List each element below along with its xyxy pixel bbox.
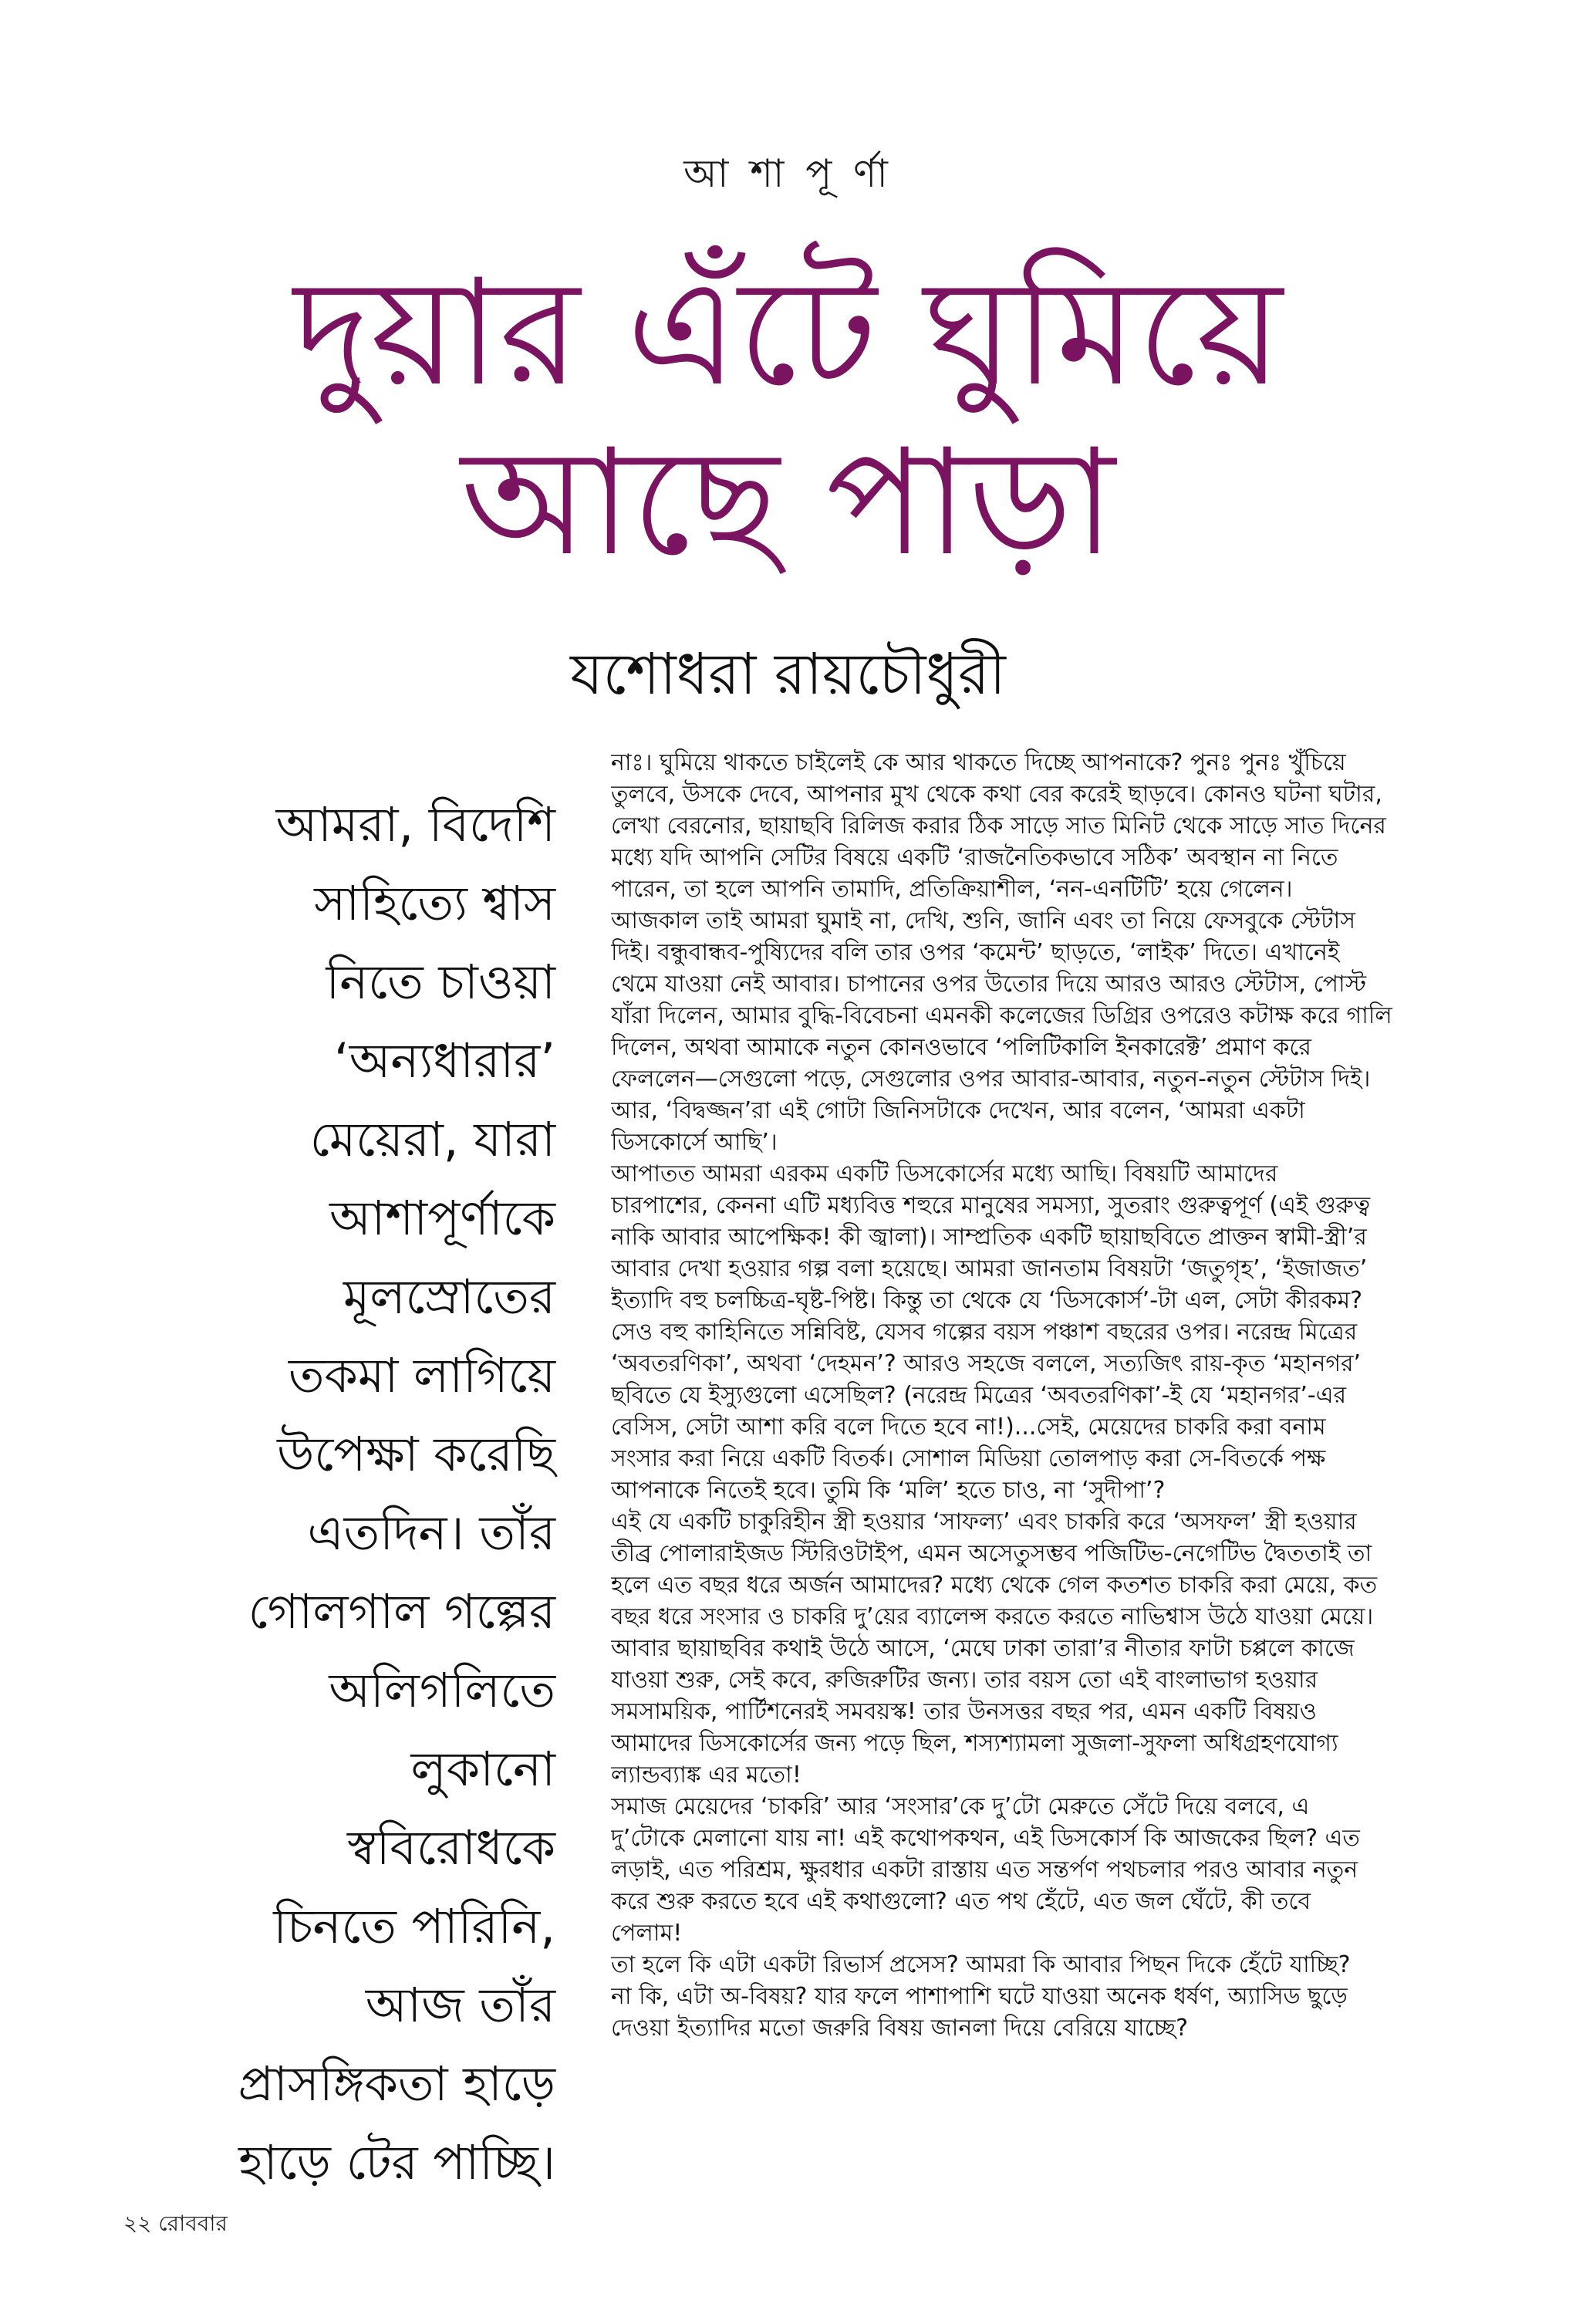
body-line: দিলেন, অথবা আমাকে নতুন কোনওভাবে ‘পলিটিকালি ইনকারেক্ট’ প্রমাণ করে bbox=[611, 1034, 1311, 1061]
body-line: যাওয়া শুরু, সেই কবে, রুজিরুটির জন্য। তার বয়স তো এই বাংলাভাগ হওয়ার bbox=[611, 1667, 1318, 1694]
body-line: তা হলে কি এটা একটা রিভার্স প্রসেস? আমরা কি আবার পিছন দিকে হেঁটে যাচ্ছি? bbox=[611, 1951, 1351, 1978]
body-line: সমাজ মেয়েদের ‘চাকরি’ আর ‘সংসার’কে দু’টো মেরুতে সেঁটে দিয়ে বলবে, এ bbox=[611, 1793, 1310, 1820]
body-line: আবার দেখা হওয়ার গল্প বলা হয়েছে। আমরা জানতাম বিষয়টা ‘জতুগৃহ’, ‘ইজাজত’ bbox=[611, 1255, 1368, 1282]
body-line: এই যে একটি চাকুরিহীন স্ত্রী হওয়ার ‘সাফল্য’ এবং চাকরি করে ‘অসফল’ স্ত্রী হওয়ার bbox=[611, 1508, 1357, 1535]
pullquote-line: আশাপূর্ণাকে bbox=[329, 1190, 555, 1246]
title-line: আছে পাড়া bbox=[461, 417, 1115, 588]
body-line: চারপাশের, কেননা এটি মধ্যবিত্ত শহুরে মানুষের সমস্যা, সুতরাং গুরুত্বপূর্ণ (এই গুরুত্ব bbox=[611, 1192, 1371, 1219]
body-line: দু’টোকে মেলানো যায় না! এই কথোপকথন, এই ডিসকোর্স কি আজকের ছিল? এত bbox=[611, 1825, 1360, 1852]
body-line: ‘অবতরণিকা’, অথবা ‘দেহমন’? আরও সহজে বললে, সত্যজিৎ রায়-কৃত ‘মহানগর’ bbox=[611, 1350, 1362, 1377]
body-line: ফেললেন—সেগুলো পড়ে, সেগুলোর ওপর আবার-আবার, নতুন-নতুন স্টেটাস দিই। bbox=[611, 1066, 1371, 1093]
body-line: আপাতত আমরা এরকম একটি ডিসকোর্সের মধ্যে আছি। বিষয়টি আমাদের bbox=[611, 1160, 1278, 1187]
body-line: ল্যান্ডব্যাঙ্ক এর মতো! bbox=[611, 1762, 801, 1789]
body-line: আপনাকে নিতেই হবে। তুমি কি ‘মলি’ হতে চাও, না ‘সুদীপা’? bbox=[611, 1477, 1166, 1504]
body-line: আজকাল তাই আমরা ঘুমাই না, দেখি, শুনি, জানি এবং তা নিয়ে ফেসবুকে স্টেটাস bbox=[611, 907, 1356, 934]
body-line: আবার ছায়াছবির কথাই উঠে আসে, ‘মেঘে ঢাকা তারা’র নীতার ফাটা চপ্পলে কাজে bbox=[611, 1635, 1355, 1662]
section-kicker: আ শা পূ র্ণা bbox=[683, 151, 893, 196]
article-body bbox=[611, 747, 1444, 2044]
pullquote-line: আজ তাঁর bbox=[365, 1977, 555, 2033]
body-line: বছর ধরে সংসার ও চাকরি দু’য়ের ব্যালেন্স করতে করতে নাভিশ্বাস উঠে যাওয়া মেয়ে। bbox=[611, 1603, 1374, 1630]
pullquote-line: প্রাসঙ্গিকতা হাড়ে bbox=[238, 2055, 555, 2112]
body-line: বেসিস, সেটা আশা করি বলে দিতে হবে না!)...সেই, মেয়েদের চাকরি করা বনাম bbox=[611, 1414, 1326, 1441]
title-line: দুয়ার এঁটে ঘুমিয়ে bbox=[293, 248, 1283, 418]
pullquote-line: এতদিন। তাঁর bbox=[307, 1505, 555, 1561]
body-line: ইত্যাদি বহু চলচ্চিত্র-ঘৃষ্ট-পিষ্ট। কিন্তু তা থেকে যে ‘ডিসকোর্স’-টা এল, সেটা কীরকম? bbox=[611, 1287, 1363, 1314]
pullquote-line: আমরা, বিদেশি bbox=[275, 796, 555, 853]
body-line: নাকি আবার আপেক্ষিক! কী জ্বালা)। সাম্প্রতিক একটি ছায়াছবিতে প্রাক্তন স্বামী-স্ত্রী’র bbox=[611, 1224, 1367, 1251]
author-byline: যশোধরা রায়চৌধুরী bbox=[570, 641, 1006, 708]
body-line: আমাদের ডিসকোর্সের জন্য পড়ে ছিল, শস্যশ্যামলা সুজলা-সুফলা অধিগ্রহণযোগ্য bbox=[611, 1730, 1338, 1757]
body-line: মধ্যে যদি আপনি সেটির বিষয়ে একটি ‘রাজনৈতিকভাবে সঠিক’ অবস্থান না নিতে bbox=[611, 844, 1338, 871]
pullquote-line: গোলগাল গল্পের bbox=[248, 1583, 555, 1640]
body-line: তীব্র পোলারাইজড স্টিরিওটাইপ, এমন অসেতুসম্ভব পজিটিভ-নেগেটিভ দ্বৈততাই তা bbox=[611, 1540, 1372, 1567]
body-line: সেও বহু কাহিনিতে সন্নিবিষ্ট, যেসব গল্পের বয়স পঞ্চাশ বছরের ওপর। নরেন্দ্র মিত্রের bbox=[611, 1319, 1358, 1346]
body-line: তুলবে, উসকে দেবে, আপনার মুখ থেকে কথা বের করেই ছাড়বে। কোনও ঘটনা ঘটার, bbox=[611, 781, 1382, 808]
pullquote-line: উপেক্ষা করেছি bbox=[277, 1426, 555, 1482]
body-line: আর, ‘বিদ্বজ্জন’রা এই গোটা জিনিসটাকে দেখেন, আর বলেন, ‘আমরা একটা bbox=[611, 1097, 1305, 1124]
body-line: সংসার করা নিয়ে একটি বিতর্ক। সোশাল মিডিয়া তোলপাড় করা সে-বিতর্কে পক্ষ bbox=[611, 1445, 1326, 1472]
pullquote-line: চিনতে পারিনি, bbox=[273, 1898, 555, 1954]
pullquote-line: নিতে চাওয়া bbox=[326, 954, 555, 1010]
body-line: থেমে যাওয়া নেই আবার। চাপানের ওপর উতোর দিয়ে আরও আরও স্টেটাস, পোস্ট bbox=[611, 971, 1366, 998]
pullquote-line: লুকানো bbox=[410, 1741, 555, 1797]
body-line: দেওয়া ইত্যাদির মতো জরুরি বিষয় জানলা দিয়ে বেরিয়ে যাচ্ছে? bbox=[611, 2015, 1188, 2042]
body-line: দিই। বন্ধুবান্ধব-পুষ্যিদের বলি তার ওপর ‘কমেন্ট’ ছাড়তে, ‘লাইক’ দিতে। এখানেই bbox=[611, 939, 1340, 966]
body-line: না কি, এটা অ-বিষয়? যার ফলে পাশাপাশি ঘটে যাওয়া অনেক ধর্ষণ, অ্যাসিড ছুড়ে bbox=[611, 1983, 1348, 2010]
body-line: নাঃ। ঘুমিয়ে থাকতে চাইলেই কে আর থাকতে দিচ্ছে আপনাকে? পুনঃ পুনঃ খুঁচিয়ে bbox=[611, 749, 1346, 776]
pullquote-line: মেয়েরা, যারা bbox=[309, 1111, 555, 1167]
article-title bbox=[0, 248, 1576, 588]
pullquote-line: মূলস্রোতের bbox=[343, 1268, 555, 1325]
body-line: ডিসকোর্সে আছি’। bbox=[611, 1129, 778, 1156]
body-line: পারেন, তা হলে আপনি তামাদি, প্রতিক্রিয়াশীল, ‘নন-এনটিটি’ হয়ে গেলেন। bbox=[611, 876, 1293, 903]
body-line: লেখা বেরনোর, ছায়াছবি রিলিজ করার ঠিক সাড়ে সাত মিনিট থেকে সাড়ে সাত দিনের bbox=[611, 812, 1386, 839]
body-line: হলে এত বছর ধরে অর্জন আমাদের? মধ্যে থেকে গেল কতশত চাকরি করা মেয়ে, কত bbox=[611, 1572, 1378, 1599]
pullquote-line: হাড়ে টের পাচ্ছি। bbox=[238, 2134, 555, 2191]
body-line: যাঁরা দিলেন, আমার বুদ্ধি-বিবেচনা এমনকী কলেজের ডিগ্রির ওপরেও কটাক্ষ করে গালি bbox=[611, 1002, 1392, 1029]
pullquote-line: ‘অন্যধারার’ bbox=[333, 1032, 555, 1089]
pullquote-line: স্ববিরোধকে bbox=[346, 1819, 555, 1876]
pullquote-line: অলিগলিতে bbox=[329, 1662, 555, 1718]
body-line: ছবিতে যে ইস্যুগুলো এসেছিল? (নরেন্দ্র মিত্রের ‘অবতরণিকা’-ই যে ‘মহানগর’-এর bbox=[611, 1382, 1347, 1409]
pullquote-line: সাহিত্যে শ্বাস bbox=[314, 875, 555, 931]
page-folio: ২২ রোববার bbox=[123, 2211, 228, 2236]
body-line: লড়াই, এত পরিশ্রম, ক্ষুরধার একটা রাস্তায় এত সন্তর্পণ পথচলার পরও আবার নতুন bbox=[611, 1856, 1358, 1883]
body-line: সমসাময়িক, পার্টিশনেরই সমবয়স্ক! তার উনসত্তর বছর পর, এমন একটি বিষয়ও bbox=[611, 1698, 1317, 1725]
pullquote-line: তকমা লাগিয়ে bbox=[289, 1347, 555, 1404]
body-line: করে শুরু করতে হবে এই কথাগুলো? এত পথ হেঁটে, এত জল ঘেঁটে, কী তবে bbox=[611, 1888, 1311, 1915]
body-line: পেলাম! bbox=[611, 1920, 683, 1947]
pull-quote bbox=[147, 785, 555, 2202]
